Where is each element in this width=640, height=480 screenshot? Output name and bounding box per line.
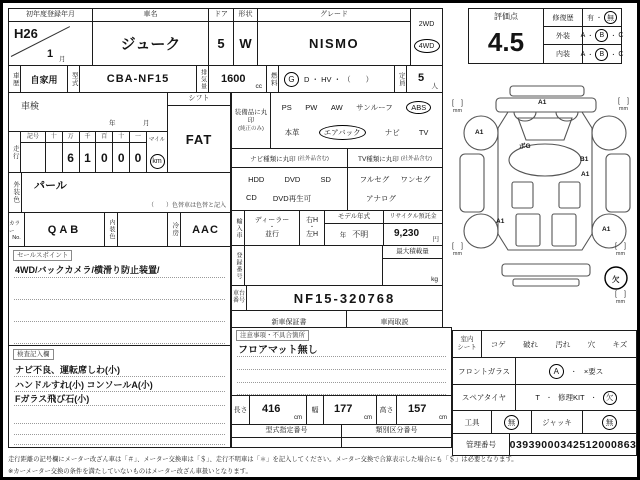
front-glass-value-cell [515, 357, 637, 385]
width-unit: cm [364, 415, 372, 421]
inspector-notes-tag: 検査記入欄 [13, 349, 54, 360]
tools-label-cell [452, 410, 492, 434]
color-no-label-1: カラー [9, 220, 21, 235]
separator-dot: ・ [595, 16, 602, 22]
interior-color-value-cell [117, 212, 168, 247]
left-hand-option: 左H [305, 231, 319, 239]
right-hand-option: 右H [305, 216, 319, 224]
mm-unit: mm [618, 105, 629, 112]
seat-label-1: 室内 [460, 336, 474, 344]
mileage-header: 千 [80, 132, 96, 143]
width-label: 幅 [311, 407, 319, 414]
seat-stain-option: 汚れ [555, 339, 571, 349]
damage-rr-wheel-a1: A1 [602, 226, 611, 233]
navi-type-header: ナビ種類に丸印 [250, 155, 296, 163]
manual-cell [346, 310, 443, 328]
jack-value-cell [582, 410, 637, 434]
max-load-label: 最大積載量 [383, 246, 442, 259]
measure-bracket-br2 [615, 291, 626, 305]
navi-type-header-cell [231, 148, 348, 168]
dotted-line [14, 423, 225, 424]
mm-unit: mm [452, 250, 463, 257]
missing-item-mark: 欠 [612, 275, 620, 284]
tv-fullseg: フルセグ [359, 175, 390, 184]
separator-dot: ・ [268, 224, 275, 231]
tv-analog: アナログ [366, 194, 396, 203]
right-headlight-shape [556, 112, 578, 121]
displacement-value: 1600 [221, 73, 246, 85]
management-no-label-cell [452, 433, 510, 456]
equip-navi: ナビ [384, 128, 400, 138]
left-door-shape [512, 182, 533, 208]
mm-unit: mm [615, 298, 626, 305]
mileage-header: 百 [96, 132, 112, 143]
import-label: 輸入車 [235, 217, 241, 239]
exterior-color-note: （ ）色替車は色替と記入 [147, 203, 226, 209]
dotted-line [14, 405, 225, 406]
navi-dvd: DVD [284, 174, 301, 184]
management-no-label: 管理番号 [466, 440, 496, 449]
bracket-mark: [ ] [452, 100, 463, 107]
class-no-cell [341, 424, 452, 448]
separator-dot: ・ [587, 34, 594, 40]
damage-right-side-b1: B1 [580, 156, 589, 163]
color-no-value: QAB [24, 212, 105, 247]
grade-label: グレード [258, 9, 410, 22]
fuel-selected-circled: G [284, 72, 299, 87]
seat-label-cell [452, 330, 482, 358]
score-label: 評価点 [494, 12, 518, 21]
width-value-cell [323, 395, 377, 425]
history-value: 自家用 [20, 65, 68, 93]
model-code-value: CBA-NF15 [79, 65, 197, 93]
rear-bumper-shape [502, 264, 590, 276]
mileage-digit: 0 [117, 150, 125, 165]
mileage-col [96, 132, 113, 172]
navi-dvd-playable: DVD再生可 [272, 193, 312, 203]
mileage-col [80, 132, 97, 172]
fuel-label: 燃料 [269, 71, 277, 87]
equip-tv: TV [418, 128, 429, 138]
front-glass-label-cell [452, 357, 516, 385]
separator-dot: ・ [308, 224, 315, 231]
repair-yes-option: 有 [586, 14, 594, 22]
interior-a-option: A [580, 50, 586, 58]
mileage-header: 十 [46, 132, 62, 143]
registration-no-value-cell [244, 245, 383, 286]
tools-value-cell [491, 410, 532, 434]
caution-tag: 注意事項・不具合箇所 [236, 330, 309, 341]
body-outline-shape [498, 112, 592, 250]
front-trim-shape [510, 86, 584, 96]
car-name-label: 車名 [93, 9, 208, 22]
first-reg-month: 1 [47, 48, 54, 60]
equipment-sublabel: (純正のみ) [238, 126, 264, 133]
bracket-mark: [ ] [615, 243, 626, 250]
import-dealer-option: ディーラー [254, 216, 290, 224]
mileage-col-symbol [21, 132, 46, 172]
mileage-col [63, 132, 80, 172]
height-value-cell [396, 395, 452, 425]
exterior-grade-value-cell [582, 26, 622, 45]
width-value: 177 [334, 403, 353, 415]
jack-label: ジャッキ [542, 417, 572, 427]
mileage-digit [46, 143, 62, 172]
tv-oneseg: ワンセグ [400, 175, 431, 184]
tv-type-subheader: (社外品含む) [400, 156, 432, 162]
length-value: 416 [262, 403, 281, 415]
height-label: 高さ [379, 407, 394, 414]
interior-grade-value-cell [582, 44, 622, 64]
spare-tire-label-cell [452, 384, 516, 411]
rear-trim-shape [513, 279, 579, 286]
grade-value: NISMO [308, 36, 360, 51]
exterior-color-label-cell [8, 172, 22, 213]
history-label: 車歴 [11, 71, 19, 87]
navi-type-subheader: (社外品含む) [297, 156, 329, 162]
tv-row-2 [354, 193, 436, 204]
mileage-digit: 6 [67, 150, 74, 165]
capacity-unit: 人 [431, 83, 438, 90]
recycle-deposit-label: リサイクル預託金 [384, 211, 442, 224]
drive-4wd-option-circled: 4WD [414, 39, 440, 53]
measure-bracket-tl [452, 100, 463, 114]
repair-no-option-circled: 無 [604, 11, 617, 24]
sales-point-box [8, 246, 231, 346]
seat-tear-option: 破れ [522, 339, 538, 349]
spare-tire-value-cell [515, 384, 637, 411]
damage-lr-wheel-a1: A1 [496, 218, 505, 225]
bracket-mark: [ ] [615, 291, 626, 298]
seat-items-cell [481, 330, 637, 358]
equip-abs-circled: ABS [406, 101, 431, 114]
dotted-line [14, 321, 225, 322]
spare-repair-kit-option: 修理KIT [557, 393, 585, 402]
equip-aw: AW [330, 102, 343, 112]
separator-dot: ・ [610, 34, 617, 40]
repair-history-label: 修復歴 [552, 14, 574, 22]
model-year-unit: 年 [339, 232, 347, 239]
mileage-header: 十 [113, 132, 129, 143]
dotted-line [14, 277, 225, 278]
interior-c-option: C [618, 50, 624, 58]
import-dealer-cell [244, 210, 300, 246]
first-registration-cell [8, 8, 93, 66]
warranty-book-label: 新車保証書 [271, 319, 307, 326]
mileage-col [113, 132, 130, 172]
chassis-no-label: 車台番号 [232, 290, 245, 304]
car-damage-diagram [452, 80, 638, 330]
mileage-header: 一 [130, 132, 146, 143]
length-label: 長さ [233, 407, 248, 414]
color-no-label-cell [8, 212, 25, 247]
shape-value: W [239, 36, 252, 51]
equipment-items-cell [270, 92, 443, 149]
door-value: 5 [217, 36, 225, 51]
seat-label-2: シート [457, 344, 477, 351]
chassis-no-label-cell [231, 285, 247, 311]
exterior-b-option-circled: B [595, 29, 608, 42]
separator-dot: ・ [590, 396, 597, 402]
model-year-value: 不明 [352, 230, 369, 239]
front-right-wheel-shape [592, 116, 626, 150]
warranty-book-cell [231, 310, 347, 328]
ac-label: 冷房 [171, 222, 179, 237]
equipment-label-cell [231, 92, 271, 149]
mileage-digit: 0 [134, 150, 142, 165]
inspection-cell [8, 92, 168, 132]
measure-bracket-bl [452, 243, 463, 257]
caution-text: フロアマット無し [238, 345, 318, 356]
repair-history-label-cell [543, 8, 583, 27]
mileage-digit [21, 143, 45, 172]
mileage-unit-cell [146, 131, 168, 173]
equip-ps: PS [281, 102, 292, 112]
inspection-month-unit: 月 [143, 120, 150, 127]
bracket-mark: [ ] [618, 98, 629, 105]
model-code-label: 型式 [70, 71, 78, 87]
exterior-color-label: 外装色 [12, 181, 20, 204]
ac-value: AAC [180, 212, 231, 247]
fuel-cell [278, 65, 395, 93]
left-rear-panel-shape [516, 214, 540, 246]
capacity-value: 5 [418, 72, 425, 84]
separator-dot: ・ [545, 396, 552, 402]
navi-row-2 [238, 193, 341, 204]
interior-color-label-cell [104, 212, 118, 247]
mileage-label: 走行 [11, 144, 19, 160]
right-sill-shape [606, 154, 630, 212]
exterior-grade-label-cell [543, 26, 583, 45]
import-label-cell [231, 210, 245, 246]
color-no-label-2: No. [12, 234, 21, 241]
class-no-label: 類別区分番号 [342, 425, 451, 438]
left-headlight-shape [514, 112, 536, 121]
damage-front-bumper-a1: A1 [538, 99, 547, 106]
management-no-value: 03939000342512000863 [509, 433, 637, 456]
equipment-row-1 [275, 101, 438, 114]
length-unit: cm [294, 415, 302, 421]
navi-cd: CD [246, 192, 257, 202]
equip-leather: 本革 [284, 128, 300, 138]
tv-type-items-cell [347, 167, 443, 211]
equip-airbag-circled: エアバック [319, 125, 366, 140]
mm-unit: mm [615, 250, 626, 257]
exterior-grade-label: 外装 [556, 32, 570, 40]
recycle-deposit-value: 9,230 [394, 228, 420, 239]
damage-hood-bo-g: ボG [519, 143, 531, 150]
tools-none-circled: 無 [504, 415, 519, 430]
spare-missing-option-circled: 欠 [603, 391, 617, 405]
manual-label: 車両取説 [380, 319, 409, 326]
first-reg-era: H26 [14, 26, 38, 41]
registration-no-label-cell [231, 245, 245, 286]
equipment-label: 装備品に丸印 [234, 108, 268, 124]
recycle-deposit-unit: 円 [432, 236, 439, 243]
shift-value: FAT [185, 131, 213, 147]
exterior-c-option: C [618, 32, 624, 39]
measure-bracket-tr [618, 98, 629, 112]
inspection-year-unit: 年 [109, 120, 116, 127]
dotted-line [14, 434, 225, 435]
mileage-header: 万 [63, 132, 79, 143]
navi-type-items-cell [231, 167, 348, 211]
score-value: 4.5 [487, 26, 525, 57]
jack-label-cell [531, 410, 583, 434]
separator-dot: ・ [610, 52, 617, 59]
displacement-cell [208, 65, 267, 93]
tv-row-1 [354, 174, 436, 185]
ac-label-cell [167, 212, 181, 247]
dotted-line [14, 376, 225, 377]
interior-grade-label: 内装 [556, 51, 570, 58]
car-name-cell [92, 8, 209, 66]
import-handle-cell [299, 210, 325, 246]
drive-2wd-option: 2WD [418, 20, 435, 28]
first-reg-month-unit: 月 [59, 56, 66, 63]
exterior-a-option: A [580, 32, 586, 39]
chassis-no-value: NF15-320768 [246, 285, 443, 311]
model-year-cell [324, 210, 384, 246]
width-label-cell [306, 395, 324, 425]
mileage-unit-mile: マイル [148, 137, 166, 143]
front-glass-label: フロントガラス [457, 366, 511, 376]
navi-sd: SD [320, 174, 331, 184]
spare-t-option: T [535, 393, 540, 402]
max-load-cell [382, 245, 443, 286]
separator-dot: ・ [570, 369, 577, 376]
type-cert-no-label: 型式指定番号 [232, 425, 341, 438]
repair-history-value-cell [582, 8, 622, 27]
grade-cell [257, 8, 411, 66]
inspection-label: 車検 [21, 101, 40, 111]
door-label: ドア [209, 9, 233, 22]
displacement-unit: cc [255, 83, 262, 90]
score-cell [468, 8, 544, 64]
front-glass-x-option: ×要ス [583, 366, 604, 376]
capacity-label: 定員 [397, 71, 405, 87]
sales-point-tag: セールスポイント [13, 250, 72, 261]
equipment-row-2 [275, 125, 438, 140]
seat-hole-option: 穴 [587, 339, 596, 349]
inspector-notes-box [8, 345, 231, 448]
drive-type-cell [410, 8, 443, 66]
mileage-col [130, 132, 146, 172]
dotted-line [237, 369, 446, 370]
front-glass-a-circled: A [549, 364, 564, 379]
interior-color-label: 内装色 [108, 219, 114, 240]
dotted-line [237, 382, 446, 383]
dotted-line [14, 299, 225, 300]
interior-b-option-circled: B [595, 48, 608, 61]
tools-label: 工具 [464, 417, 480, 427]
tv-type-header: TV種類に丸印 [358, 155, 399, 163]
damage-right-side-a1: A1 [581, 171, 590, 178]
equip-pw: PW [305, 102, 318, 112]
mileage-digit: 0 [100, 150, 108, 165]
left-sill-shape [460, 154, 484, 212]
dotted-line [14, 343, 225, 344]
shape-cell [233, 8, 258, 66]
dotted-line [237, 356, 446, 357]
mm-unit: mm [452, 107, 463, 114]
capacity-cell [406, 65, 443, 93]
jack-none-circled: 無 [602, 415, 617, 430]
seat-scratch-option: キズ [612, 339, 628, 349]
recycle-deposit-cell [383, 210, 443, 246]
registration-no-label: 登録番号 [235, 251, 241, 280]
tv-type-header-cell [347, 148, 443, 168]
footer-note-line-1: 走行距離の記号欄にメーター改ざん車は「＃」、メーター交換車は「＄」、走行不明車は「＊」を記入してください。メーター交換で合算表示した場合にも「＄」は必要となります。 [8, 456, 518, 463]
navi-row-1 [238, 175, 341, 184]
model-year-label: モデル年式 [325, 211, 383, 224]
height-label-cell [376, 395, 397, 425]
right-rear-panel-shape [552, 214, 576, 246]
first-registration-value [9, 22, 92, 65]
bracket-mark: [ ] [452, 243, 463, 250]
car-outline-svg [452, 80, 638, 330]
navi-hdd: HDD [248, 174, 265, 184]
first-registration-label: 初年度登録年月 [9, 9, 92, 22]
mileage-col [46, 132, 63, 172]
damage-lf-wheel-a1: A1 [475, 129, 484, 136]
mileage-digit: 1 [84, 150, 91, 165]
inspector-note-line: Fガラス飛び石(小) [15, 394, 90, 404]
inspector-note-line: ナビ不良、運転席しわ(小) [15, 365, 120, 375]
max-load-unit: kg [431, 276, 438, 283]
length-value-cell [249, 395, 307, 425]
car-name-value: ジューク [120, 36, 181, 53]
inspector-note-line: ハンドルすれ(小) コンソールA(小) [15, 380, 153, 390]
footer-note-line-2: ※カーメーター交換の条件を満たしていないものはメーター改ざん車扱いとなります。 [8, 468, 252, 475]
door-cell [208, 8, 234, 66]
dotted-line [14, 444, 225, 445]
shift-label: シフト [168, 93, 230, 106]
sales-point-text: 4WD/バックカメラ/横滑り防止装置/ [15, 265, 160, 275]
mileage-unit-km-circled: km [150, 154, 165, 169]
spare-tire-label: スペアタイヤ [461, 393, 507, 402]
displacement-label: 排気量 [199, 68, 206, 90]
right-door-shape [559, 182, 580, 208]
shape-label: 形状 [234, 9, 257, 22]
separator-dot: ・ [587, 52, 594, 59]
equip-sunroof: サンルーフ [356, 102, 393, 112]
height-unit: cm [439, 415, 447, 421]
rear-left-wheel-shape [464, 214, 498, 248]
shift-cell [167, 92, 231, 173]
seat-burn-option: コゲ [490, 339, 506, 349]
exterior-color-cell [21, 172, 231, 213]
caution-box [231, 327, 452, 396]
height-value: 157 [408, 403, 427, 415]
fuel-options: D ・ HV ・ （ ） [304, 74, 374, 84]
length-label-cell [231, 395, 250, 425]
measure-bracket-br [615, 243, 626, 257]
exterior-color-value: パール [34, 180, 67, 192]
mileage-header: 記号 [21, 132, 45, 143]
import-parallel-option: 並行 [265, 231, 279, 239]
type-cert-no-cell [231, 424, 342, 448]
mileage-table [20, 131, 147, 173]
interior-grade-label-cell [543, 44, 583, 64]
